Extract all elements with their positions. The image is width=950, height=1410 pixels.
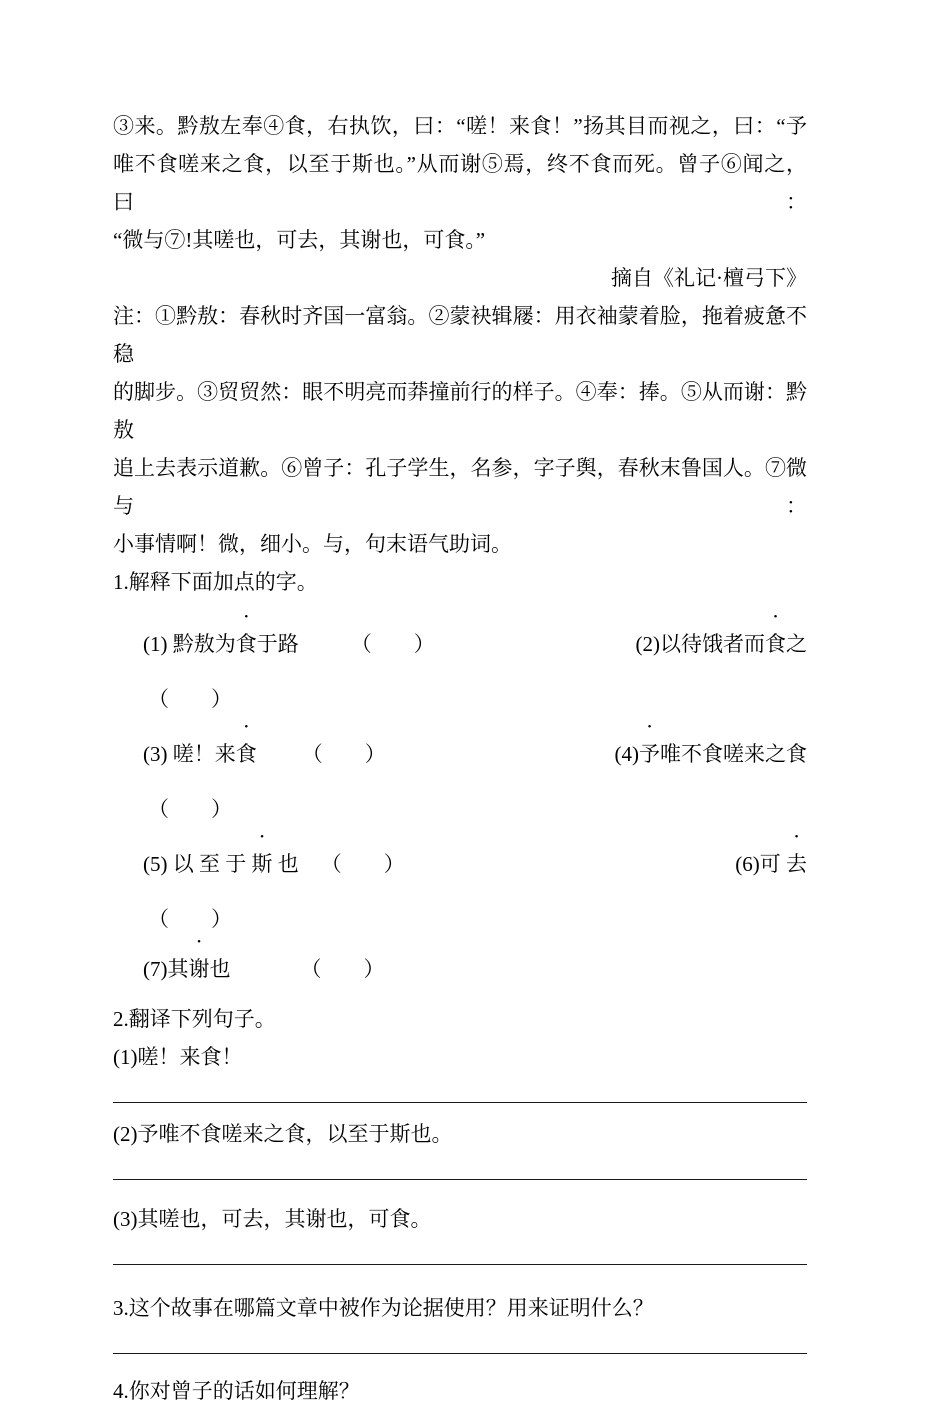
q1-item-5 bbox=[143, 845, 405, 883]
answer-blank-6[interactable] bbox=[113, 900, 807, 938]
q1-item-4-dotted-char: 予 bbox=[639, 742, 660, 766]
answer-blank-6-parens[interactable]: （ ） bbox=[148, 907, 232, 931]
q1-item-2-post: 之 bbox=[786, 632, 807, 656]
q1-item-3-dotted-char: 食 bbox=[235, 742, 257, 766]
source-citation: 摘自《礼记·檀弓下》 bbox=[611, 266, 807, 290]
notes-line-2: 的脚步。③贸贸然：眼不明亮而莽撞前行的样子。④奉：捧。⑤从而谢：黔敖 bbox=[113, 380, 807, 442]
answer-blank-1[interactable]: （ ） bbox=[350, 632, 435, 656]
q1-item-2 bbox=[636, 625, 808, 663]
q1-item-1 bbox=[143, 625, 435, 663]
q1-item-4 bbox=[615, 735, 808, 773]
q1-item-2-number: (2) bbox=[635, 632, 660, 656]
q1-row-1 bbox=[113, 625, 807, 663]
answer-blank-2[interactable] bbox=[113, 680, 807, 718]
q1-item-5-pre: 以 至 于 bbox=[172, 852, 252, 876]
q1-item-3-number: (3) bbox=[143, 742, 173, 766]
worksheet-content bbox=[113, 107, 807, 1410]
q1-item-6-number: (6) bbox=[735, 852, 760, 876]
answer-blank-2-parens[interactable]: （ ） bbox=[148, 687, 232, 711]
question2-title: 2.翻译下列句子。 bbox=[113, 1007, 276, 1031]
q1-item-3-pre: 嗟！来 bbox=[172, 742, 236, 766]
q1-row-4 bbox=[113, 950, 807, 988]
q1-item-1-number: (1) bbox=[143, 632, 173, 656]
q1-row-2 bbox=[113, 735, 807, 773]
q1-item-7-dotted-char: 谢 bbox=[188, 957, 210, 981]
answer-blank-4[interactable] bbox=[113, 790, 807, 828]
passage-line-3: “微与⑦!其嗟也，可去，其谢也，可食。” bbox=[113, 228, 486, 252]
q1-item-3 bbox=[143, 735, 386, 773]
question3-title: 3.这个故事在哪篇文章中被作为论据使用？用来证明什么？ bbox=[113, 1296, 654, 1320]
q1-row-3 bbox=[113, 845, 807, 883]
answer-blank-7[interactable]: （ ） bbox=[300, 957, 385, 981]
q1-item-6-dotted-char: 去 bbox=[786, 852, 807, 876]
q1-item-7-number: (7) bbox=[143, 957, 168, 981]
q1-item-6-pre: 可 bbox=[759, 852, 786, 876]
answer-line-3[interactable] bbox=[113, 1238, 807, 1265]
answer-line-4[interactable] bbox=[113, 1327, 807, 1354]
q1-item-5-post: 也 bbox=[272, 852, 299, 876]
q2-item-3: (3)其嗟也，可去，其谢也，可食。 bbox=[113, 1207, 432, 1231]
answer-blank-4-parens[interactable]: （ ） bbox=[148, 797, 232, 821]
notes-line-3: 追上去表示道歉。⑥曾子：孔子学生，名参，字子舆，春秋末鲁国人。⑦微与： bbox=[113, 456, 807, 518]
passage-line-1: ③来。黔敖左奉④食，右执饮，曰：“嗟！来食！”扬其目而视之，曰：“予 bbox=[113, 114, 807, 138]
q1-item-7 bbox=[143, 950, 385, 988]
notes-line-1: 注：①黔敖：春秋时齐国一富翁。②蒙袂辑屦：用衣袖蒙着脸，拖着疲惫不稳 bbox=[113, 304, 807, 366]
answer-line-1[interactable] bbox=[113, 1076, 807, 1103]
q1-item-1-post: 于路 bbox=[256, 632, 299, 656]
q1-item-4-number: (4) bbox=[614, 742, 639, 766]
passage-line-2: 唯不食嗟来之食，以至于斯也。”从而谢⑤焉，终不食而死。曾子⑥闻之，曰： bbox=[113, 152, 807, 214]
passage bbox=[113, 107, 807, 259]
q1-item-7-post: 也 bbox=[209, 957, 231, 981]
q1-item-2-dotted-char: 食 bbox=[765, 632, 786, 656]
q1-item-5-dotted-char: 斯 bbox=[251, 852, 273, 876]
answer-line-2[interactable] bbox=[113, 1153, 807, 1180]
q1-item-7-pre: 其 bbox=[167, 957, 189, 981]
q2-item-2: (2)予唯不食嗟来之食，以至于斯也。 bbox=[113, 1122, 453, 1146]
q1-item-2-pre: 以待饿者而 bbox=[660, 632, 765, 656]
q1-item-1-pre: 黔敖为 bbox=[172, 632, 236, 656]
q2-item-1: (1)嗟！来食！ bbox=[113, 1045, 243, 1069]
q1-item-6 bbox=[735, 845, 807, 883]
question4-title: 4.你对曾子的话如何理解？ bbox=[113, 1379, 360, 1403]
answer-blank-3[interactable]: （ ） bbox=[301, 742, 386, 766]
question1-title: 1.解释下面加点的字。 bbox=[113, 570, 318, 594]
q1-item-5-number: (5) bbox=[143, 852, 173, 876]
notes bbox=[113, 297, 807, 563]
answer-blank-5[interactable]: （ ） bbox=[320, 852, 405, 876]
notes-line-4: 小事情啊！微，细小。与，句末语气助词。 bbox=[113, 532, 512, 556]
q1-item-1-dotted-char: 食 bbox=[235, 632, 257, 656]
q1-item-4-post: 唯不食嗟来之食 bbox=[660, 742, 807, 766]
